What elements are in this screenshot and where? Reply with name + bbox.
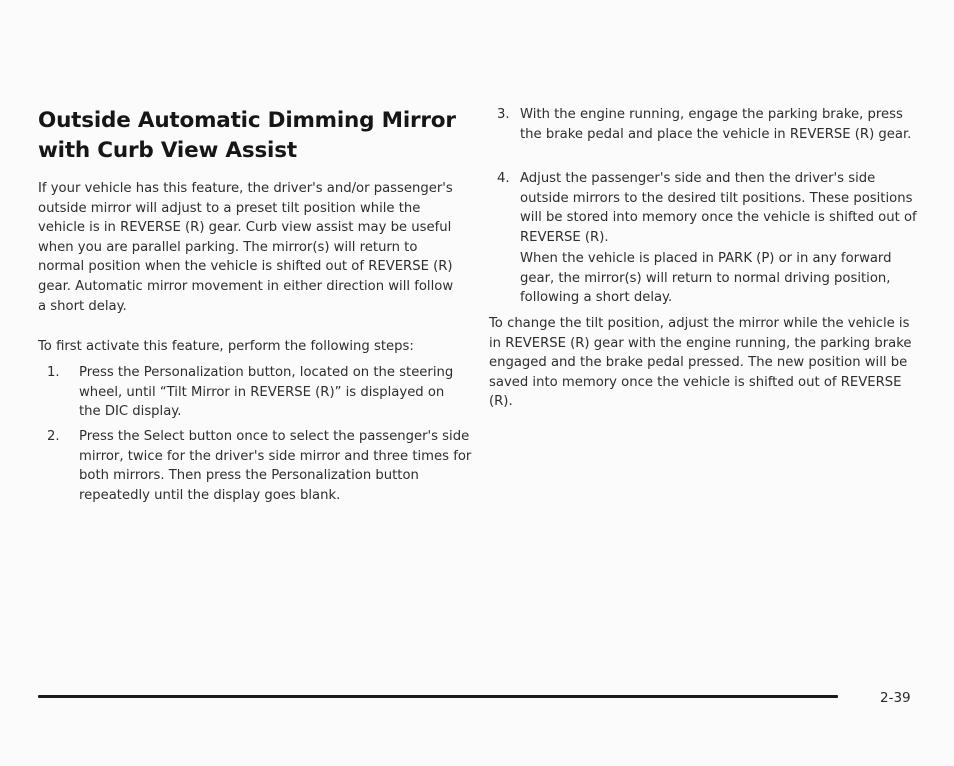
- step-text: Press the Select button once to select the passenger's side mirror, twice for the driver's side mirror and three times for both mirrors. Then press the Personalization button repeatedly until the display goes blank.: [79, 429, 472, 503]
- step-number: 3.: [497, 107, 510, 122]
- step-number: 1.: [47, 365, 60, 380]
- step-text: Adjust the passenger's side and then the driver's side outside mirrors to the desired tilt positions. These positions will be stored into memory once the vehicle is shifted out of REVERSE (R).: [520, 171, 917, 245]
- step-text: Press the Personalization button, located on the steering wheel, until “Tilt Mirror in REVERSE (R)” is displayed on the DIC display.: [79, 365, 454, 420]
- step-text: With the engine running, engage the parking brake, press the brake pedal and place the vehicle in REVERSE (R) gear.: [520, 107, 912, 142]
- steps-lead-paragraph: To first activate this feature, perform the following steps:: [38, 339, 414, 354]
- step-number: 2.: [47, 429, 60, 444]
- change-tilt-paragraph: To change the tilt position, adjust the mirror while the vehicle is in REVERSE (R) gear with the engine running, the parking brake engaged and the brake pedal pressed. The new position will be saved into memory once the vehicle is shifted out of REVERSE (R).: [489, 316, 912, 410]
- section-title: Outside Automatic Dimming Mirror with Curb View Assist: [38, 108, 456, 163]
- page-number: 2-39: [880, 690, 911, 706]
- footer-rule: [38, 695, 838, 698]
- step-number: 4.: [497, 171, 510, 186]
- step-4-note: When the vehicle is placed in PARK (P) or in any forward gear, the mirror(s) will return to normal driving position, following a short delay.: [520, 251, 892, 306]
- intro-paragraph: If your vehicle has this feature, the driver's and/or passenger's outside mirror will adjust to a preset tilt position while the vehicle is in REVERSE (R) gear. Curb view assist may be useful when you are parallel parking. The mirror(s) will return to normal position when the vehicle is shifted out of REVERSE (R) gear. Automatic mirror movement in either direction will follow a short delay.: [38, 181, 454, 314]
